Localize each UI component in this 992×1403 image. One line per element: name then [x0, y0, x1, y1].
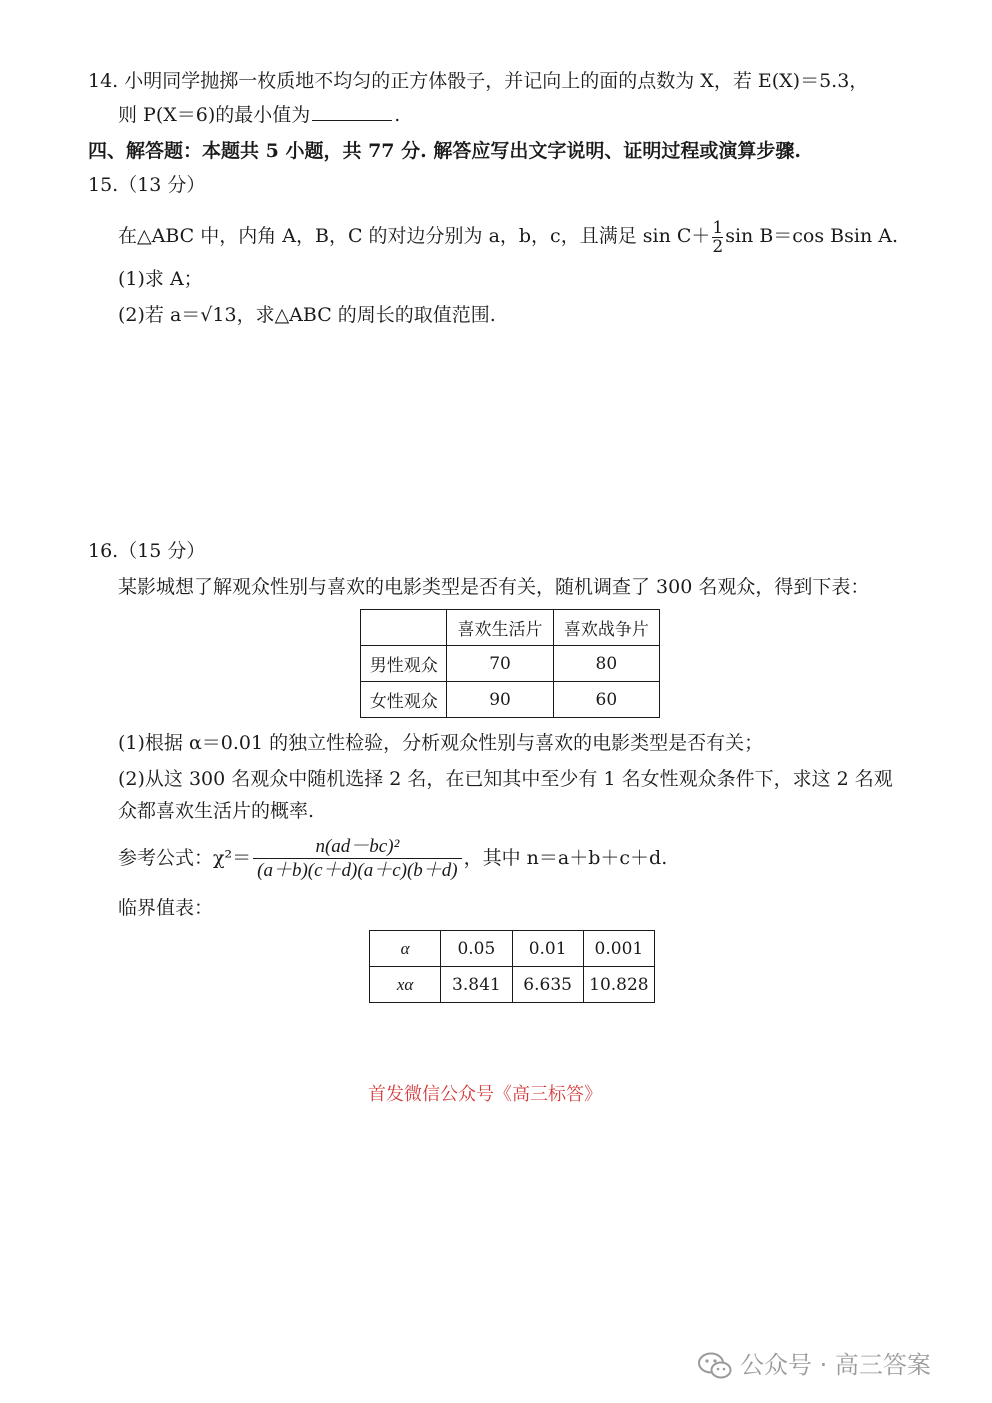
frac-den: 2	[712, 236, 724, 257]
footer-text: 公众号 · 高三答案	[740, 1351, 931, 1379]
formula-den: (a＋b)(c＋d)(a＋c)(b＋d)	[253, 858, 461, 883]
crit-cell: 0.05	[441, 931, 512, 967]
frac-num: 1	[712, 217, 724, 238]
q15-part2: (2)若 a＝√13，求△ABC 的周长的取值范围.	[118, 304, 496, 326]
crit-cell: 10.828	[583, 967, 654, 1003]
table-cell: 80	[553, 646, 659, 682]
crit-x-label: xα	[370, 967, 441, 1003]
q14-line2	[118, 102, 400, 128]
q15-stem-a: 在△ABC 中，内角 A，B，C 的对边分别为 a，b，c，且满足 sin C＋	[118, 225, 711, 247]
formula-label: 参考公式：χ²＝	[118, 847, 252, 869]
crit-cell: 0.001	[583, 931, 654, 967]
q15-part1: (1)求 A；	[118, 268, 203, 290]
q15-head: 15.（13 分）	[88, 174, 206, 196]
table-header-life: 喜欢生活片	[447, 610, 553, 646]
chi-square-fraction	[253, 836, 461, 883]
q16-head: 16.（15 分）	[88, 540, 206, 562]
q15-stem	[118, 216, 898, 256]
formula-tail: ，其中 n＝a＋b＋c＋d.	[463, 847, 668, 869]
footer-badge	[698, 1345, 931, 1380]
table-cell: 60	[553, 682, 659, 718]
survey-table	[360, 609, 660, 718]
q14-line1: 14. 小明同学抛掷一枚质地不均匀的正方体骰子，并记向上的面的点数为 X，若 E(X)＝5.3，	[88, 70, 869, 92]
critical-table-label: 临界值表：	[118, 897, 214, 919]
q16-part1: (1)根据 α＝0.01 的独立性检验，分析观众性别与喜欢的电影类型是否有关；	[118, 732, 764, 754]
crit-cell: 0.01	[512, 931, 583, 967]
q16-part2-line2: 众都喜欢生活片的概率.	[118, 800, 315, 822]
answer-blank[interactable]	[312, 102, 392, 121]
half-fraction	[712, 219, 723, 256]
table-row-label: 男性观众	[361, 646, 447, 682]
chi-square-formula	[118, 834, 667, 883]
q16-stem: 某影城想了解观众性别与喜欢的电影类型是否有关，随机调查了 300 名观众，得到下表：	[118, 576, 870, 598]
wechat-icon	[698, 1352, 732, 1380]
table-cell: 90	[447, 682, 553, 718]
critical-value-table	[369, 930, 655, 1003]
table-header-war: 喜欢战争片	[553, 610, 659, 646]
q14-line2-text: 则 P(X＝6)的最小值为	[118, 104, 311, 126]
crit-cell: 6.635	[512, 967, 583, 1003]
table-header-empty	[361, 610, 447, 646]
crit-cell: 3.841	[441, 967, 512, 1003]
watermark-text: 首发微信公众号《高三标答》	[368, 1084, 602, 1105]
formula-num: n(ad－bc)²	[315, 835, 400, 857]
crit-alpha-label: α	[370, 931, 441, 967]
q16-part2-line1: (2)从这 300 名观众中随机选择 2 名，在已知其中至少有 1 名女性观众条件下，求这 2 名观	[118, 768, 893, 790]
table-cell: 70	[447, 646, 553, 682]
q14-line2-end: .	[394, 104, 401, 126]
table-row-label: 女性观众	[361, 682, 447, 718]
q15-stem-b: sin B＝cos Bsin A.	[725, 225, 898, 247]
section4-heading: 四、解答题：本题共 5 小题，共 77 分. 解答应写出文字说明、证明过程或演算步骤.	[88, 140, 801, 162]
